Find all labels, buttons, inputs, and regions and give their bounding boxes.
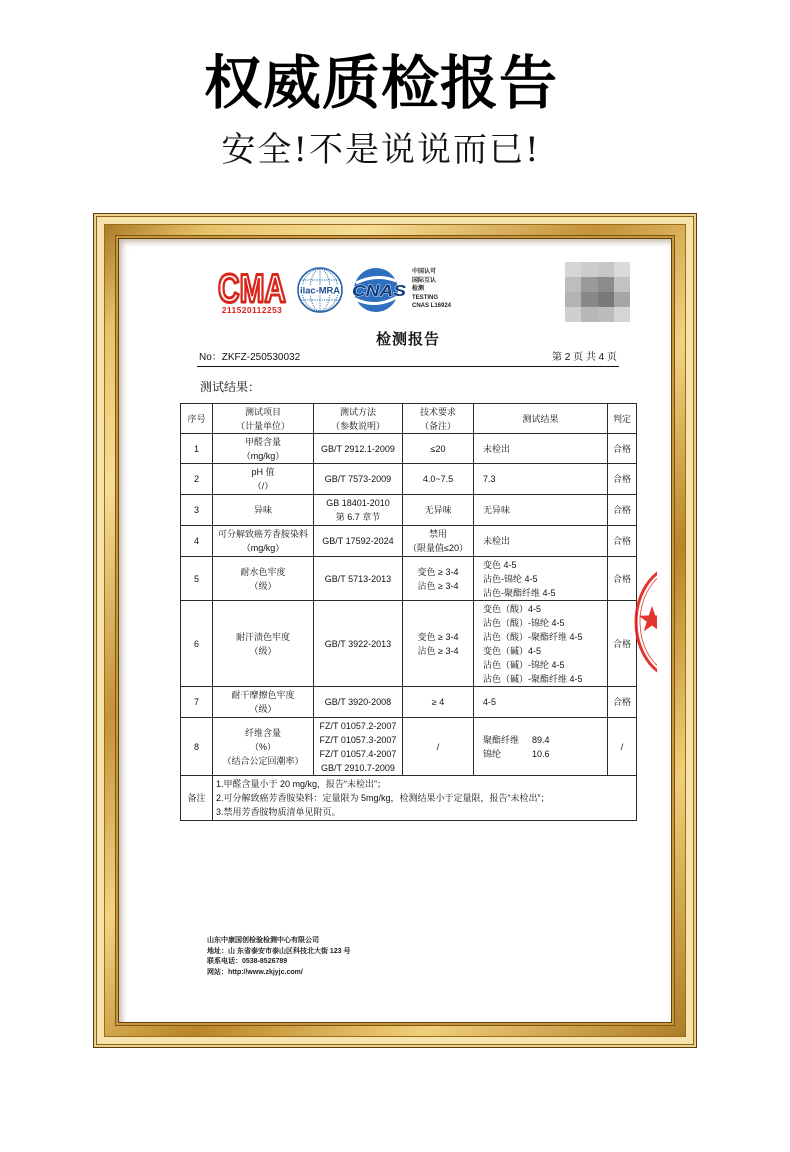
report-footer: [207, 936, 351, 978]
cell-item: [213, 495, 314, 526]
cell-item-line: 耐汗渍色牢度: [235, 631, 290, 642]
red-seal-stamp: [630, 558, 657, 686]
table-row: [181, 687, 637, 718]
note-line: 2.可分解致癌芳香胺染料：定量限为 5mg/kg，检测结果小于定量限，报告“未检出”；: [216, 793, 550, 803]
cell-verdict: 合格: [608, 601, 637, 687]
cell-requirement-line: 无异味: [424, 505, 452, 515]
cell-item-line: 甲醛含量: [244, 436, 281, 447]
cnas-line: 国际互认: [412, 277, 437, 284]
qr-mosaic-cell: [614, 292, 630, 307]
cell-requirement-line: 沾色 ≥ 3-4: [417, 580, 459, 591]
cell-method-line: GB/T 7573-2009: [324, 474, 392, 484]
cell-method: [314, 464, 403, 495]
qr-mosaic-cell: [598, 307, 614, 322]
cell-verdict: 合格: [608, 464, 637, 495]
header-method: [314, 404, 403, 434]
cell-method-line: FZ/T 01057.2-2007: [319, 720, 397, 731]
cell-item-line: （%）: [249, 741, 276, 752]
cell-requirement: [403, 601, 474, 687]
header-verdict: 判定: [608, 404, 637, 434]
cell-requirement-line: （限量值≤20）: [408, 543, 468, 553]
cell-result-line: 沾色（酸）-锦纶 4-5: [483, 617, 565, 628]
page-indicator: 第 2 页 共 4 页: [551, 352, 617, 363]
cell-no: 6: [181, 601, 213, 687]
cell-result: [474, 601, 608, 687]
seal-star-icon: [639, 606, 657, 631]
cell-method: [314, 557, 403, 601]
cell-item: [213, 718, 314, 776]
cell-verdict: 合格: [608, 557, 637, 601]
cell-result: [474, 434, 608, 464]
note-line: 3.禁用芳香胺物质清单见附页。: [216, 807, 341, 817]
cell-method: [314, 601, 403, 687]
qr-mosaic-cell: [581, 277, 597, 292]
cell-result-line: 未检出: [483, 443, 511, 454]
cell-result-line: 沾色-聚酯纤维 4-5: [483, 587, 556, 598]
cell-item: [213, 464, 314, 495]
fiber-name: 锦纶: [483, 748, 502, 759]
cell-requirement-line: 变色 ≥ 3-4: [417, 631, 459, 642]
qr-mosaic-cell: [614, 277, 630, 292]
cell-no: 1: [181, 434, 213, 464]
cnas-logo-text: CNAS: [352, 283, 407, 300]
cma-logo-text: CMA: [218, 267, 286, 306]
cell-verdict: 合格: [608, 434, 637, 464]
table-row: [181, 526, 637, 557]
cell-method: [314, 526, 403, 557]
cell-requirement-line: 变色 ≥ 3-4: [417, 566, 459, 577]
cell-requirement-line: 禁用: [428, 529, 447, 539]
cell-requirement: [403, 687, 474, 718]
notes-label: 备注: [181, 776, 213, 821]
qr-mosaic-cell: [565, 307, 581, 322]
table-row: [181, 557, 637, 601]
qr-mosaic-cell: [598, 277, 614, 292]
cell-requirement: [403, 495, 474, 526]
cell-result-line: 变色 4-5: [483, 559, 517, 570]
qr-mosaic-cell: [581, 307, 597, 322]
qr-code-blurred: [565, 262, 630, 322]
qr-mosaic-cell: [598, 292, 614, 307]
cell-item-line: （级）: [249, 704, 277, 714]
table-row: [181, 718, 637, 776]
cell-item: [213, 557, 314, 601]
cell-no: 4: [181, 526, 213, 557]
cell-method: [314, 687, 403, 718]
cell-item-line: 可分解致癌芳香胺染料: [217, 529, 308, 539]
cnas-accreditation-text: [412, 268, 451, 311]
cell-item-line: 异味: [253, 505, 272, 515]
cell-verdict: 合格: [608, 495, 637, 526]
cell-result: [474, 464, 608, 495]
header-requirement: [403, 404, 474, 434]
cell-result-line: 变色（碱）4-5: [483, 645, 542, 656]
cell-verdict: 合格: [608, 687, 637, 718]
table-row: [181, 434, 637, 464]
cell-method-line: GB/T 2910.7-2009: [321, 762, 395, 773]
report-number: No：ZKFZ-250530032: [199, 352, 301, 363]
cell-requirement: [403, 718, 474, 776]
cell-no: 8: [181, 718, 213, 776]
cell-result-line: 7.3: [483, 474, 496, 484]
section-label: 测试结果：: [200, 380, 261, 394]
footer-address: 地址：山 东省泰安市泰山区科技北大街 123 号: [207, 947, 351, 955]
cma-certificate-number: 211520112253: [221, 305, 283, 315]
header-item-line: （计量单位）: [235, 420, 290, 431]
cell-verdict: 合格: [608, 526, 637, 557]
cell-item-line: pH 值: [251, 467, 275, 477]
cell-item-line: （结合公定回潮率）: [222, 755, 304, 766]
page-title: 权威质检报告: [203, 49, 558, 117]
qr-mosaic-cell: [565, 292, 581, 307]
cell-requirement-line: 4.0~7.5: [422, 474, 454, 484]
cell-result-line: 沾色-锦纶 4-5: [483, 573, 538, 584]
cell-item-line: 耐干摩擦色牢度: [231, 690, 295, 700]
cell-item: [213, 434, 314, 464]
fiber-percent: 89.4: [532, 734, 550, 745]
cell-result-line: 变色（酸）4-5: [483, 603, 542, 614]
table-row: [181, 495, 637, 526]
cell-method: [314, 495, 403, 526]
cell-item: [213, 687, 314, 718]
fiber-content-line: [483, 733, 605, 747]
cnas-line: 检测: [412, 286, 425, 293]
qr-mosaic-cell: [565, 262, 581, 277]
notes-row: [181, 776, 637, 821]
cell-result-line: 未检出: [483, 536, 511, 546]
ilac-mra-logo: [296, 266, 344, 316]
footer-phone: 联系电话：0538-8526789: [207, 958, 288, 965]
fiber-content-line: [483, 747, 605, 761]
test-results-table: [180, 403, 637, 821]
cell-method-line: GB/T 5713-2013: [324, 573, 392, 584]
cell-method-line: FZ/T 01057.3-2007: [319, 734, 397, 745]
header-requirement-line: （备注）: [419, 420, 456, 431]
cell-no: 3: [181, 495, 213, 526]
qr-mosaic-cell: [598, 262, 614, 277]
cell-result-line: 沾色（碱）-聚酯纤维 4-5: [483, 673, 583, 684]
cell-method-line: GB/T 3922-2013: [324, 638, 392, 649]
cnas-line: TESTING: [412, 294, 439, 301]
qr-mosaic-cell: [581, 292, 597, 307]
cell-method: [314, 718, 403, 776]
cell-requirement: [403, 557, 474, 601]
cell-requirement-line: 沾色 ≥ 3-4: [417, 645, 459, 656]
ilac-logo-text: ilac-MRA: [300, 285, 341, 296]
cell-method-line: GB/T 3920-2008: [324, 697, 392, 707]
cell-result-line: 无异味: [483, 505, 511, 515]
cell-requirement-line: ≤20: [430, 443, 446, 454]
qr-mosaic-cell: [565, 277, 581, 292]
cell-requirement-line: ≥ 4: [431, 697, 445, 707]
cell-item-line: 纤维含量: [244, 727, 281, 738]
cell-item-line: （mg/kg）: [241, 543, 285, 553]
header-item: [213, 404, 314, 434]
cell-result: [474, 718, 608, 776]
note-line: 1.甲醛含量小于 20 mg/kg，报告“未检出”；: [216, 779, 387, 789]
cell-requirement: [403, 434, 474, 464]
cnas-logo: [350, 266, 408, 316]
cell-result: [474, 557, 608, 601]
cell-result-line: 沾色（酸）-聚酯纤维 4-5: [483, 631, 583, 642]
table-header-row: [181, 404, 637, 434]
footer-company: 山东中康国创检验检测中心有限公司: [207, 937, 319, 944]
cell-method-line: GB/T 17592-2024: [322, 536, 394, 546]
header-requirement-line: 技术要求: [419, 406, 456, 417]
cell-no: 2: [181, 464, 213, 495]
table-row: [181, 464, 637, 495]
cell-item-line: （级）: [249, 580, 277, 591]
header-no: 序号: [181, 404, 213, 434]
cell-method-line: GB 18401-2010: [326, 498, 390, 508]
cell-verdict: /: [608, 718, 637, 776]
qr-mosaic-cell: [581, 262, 597, 277]
cell-method-line: GB/T 2912.1-2009: [321, 443, 395, 454]
cell-no: 5: [181, 557, 213, 601]
header-item-line: 测试项目: [244, 406, 281, 417]
cell-result: [474, 495, 608, 526]
header-result: 测试结果: [474, 404, 608, 434]
cell-requirement: [403, 526, 474, 557]
cell-item: [213, 601, 314, 687]
table-row: [181, 601, 637, 687]
report-title: 检测报告: [375, 331, 440, 348]
header-method-line: 测试方法: [339, 406, 376, 417]
cell-requirement-line: /: [436, 741, 440, 752]
cell-item-line: （mg/kg）: [241, 450, 285, 461]
cell-method-line: 第 6.7 章节: [335, 512, 381, 522]
cnas-line: 中国认可: [412, 269, 437, 275]
cell-item: [213, 526, 314, 557]
cell-requirement: [403, 464, 474, 495]
cnas-line: CNAS L16924: [412, 303, 452, 310]
cell-item-line: 耐水色牢度: [240, 566, 286, 577]
footer-website: 网站：http://www.zkjyjc.com/: [207, 968, 303, 976]
page-subtitle: 安全!不是说说而已!: [221, 130, 541, 170]
cell-result-line: 沾色（碱）-锦纶 4-5: [483, 659, 565, 670]
cma-logo: [215, 266, 289, 306]
fiber-name: 聚酯纤维: [483, 734, 520, 745]
cell-method: [314, 434, 403, 464]
qr-mosaic-cell: [614, 307, 630, 322]
cell-result-line: 4-5: [483, 697, 497, 707]
cell-no: 7: [181, 687, 213, 718]
cell-result: [474, 526, 608, 557]
cell-result: [474, 687, 608, 718]
header-method-line: （参数说明）: [330, 420, 385, 431]
cell-item-line: （级）: [249, 645, 277, 656]
cell-item-line: （/）: [252, 481, 274, 491]
header-divider: [197, 366, 619, 367]
fiber-percent: 10.6: [532, 748, 550, 759]
notes-content: [213, 776, 637, 821]
qr-mosaic-cell: [614, 262, 630, 277]
cell-method-line: FZ/T 01057.4-2007: [319, 748, 397, 759]
